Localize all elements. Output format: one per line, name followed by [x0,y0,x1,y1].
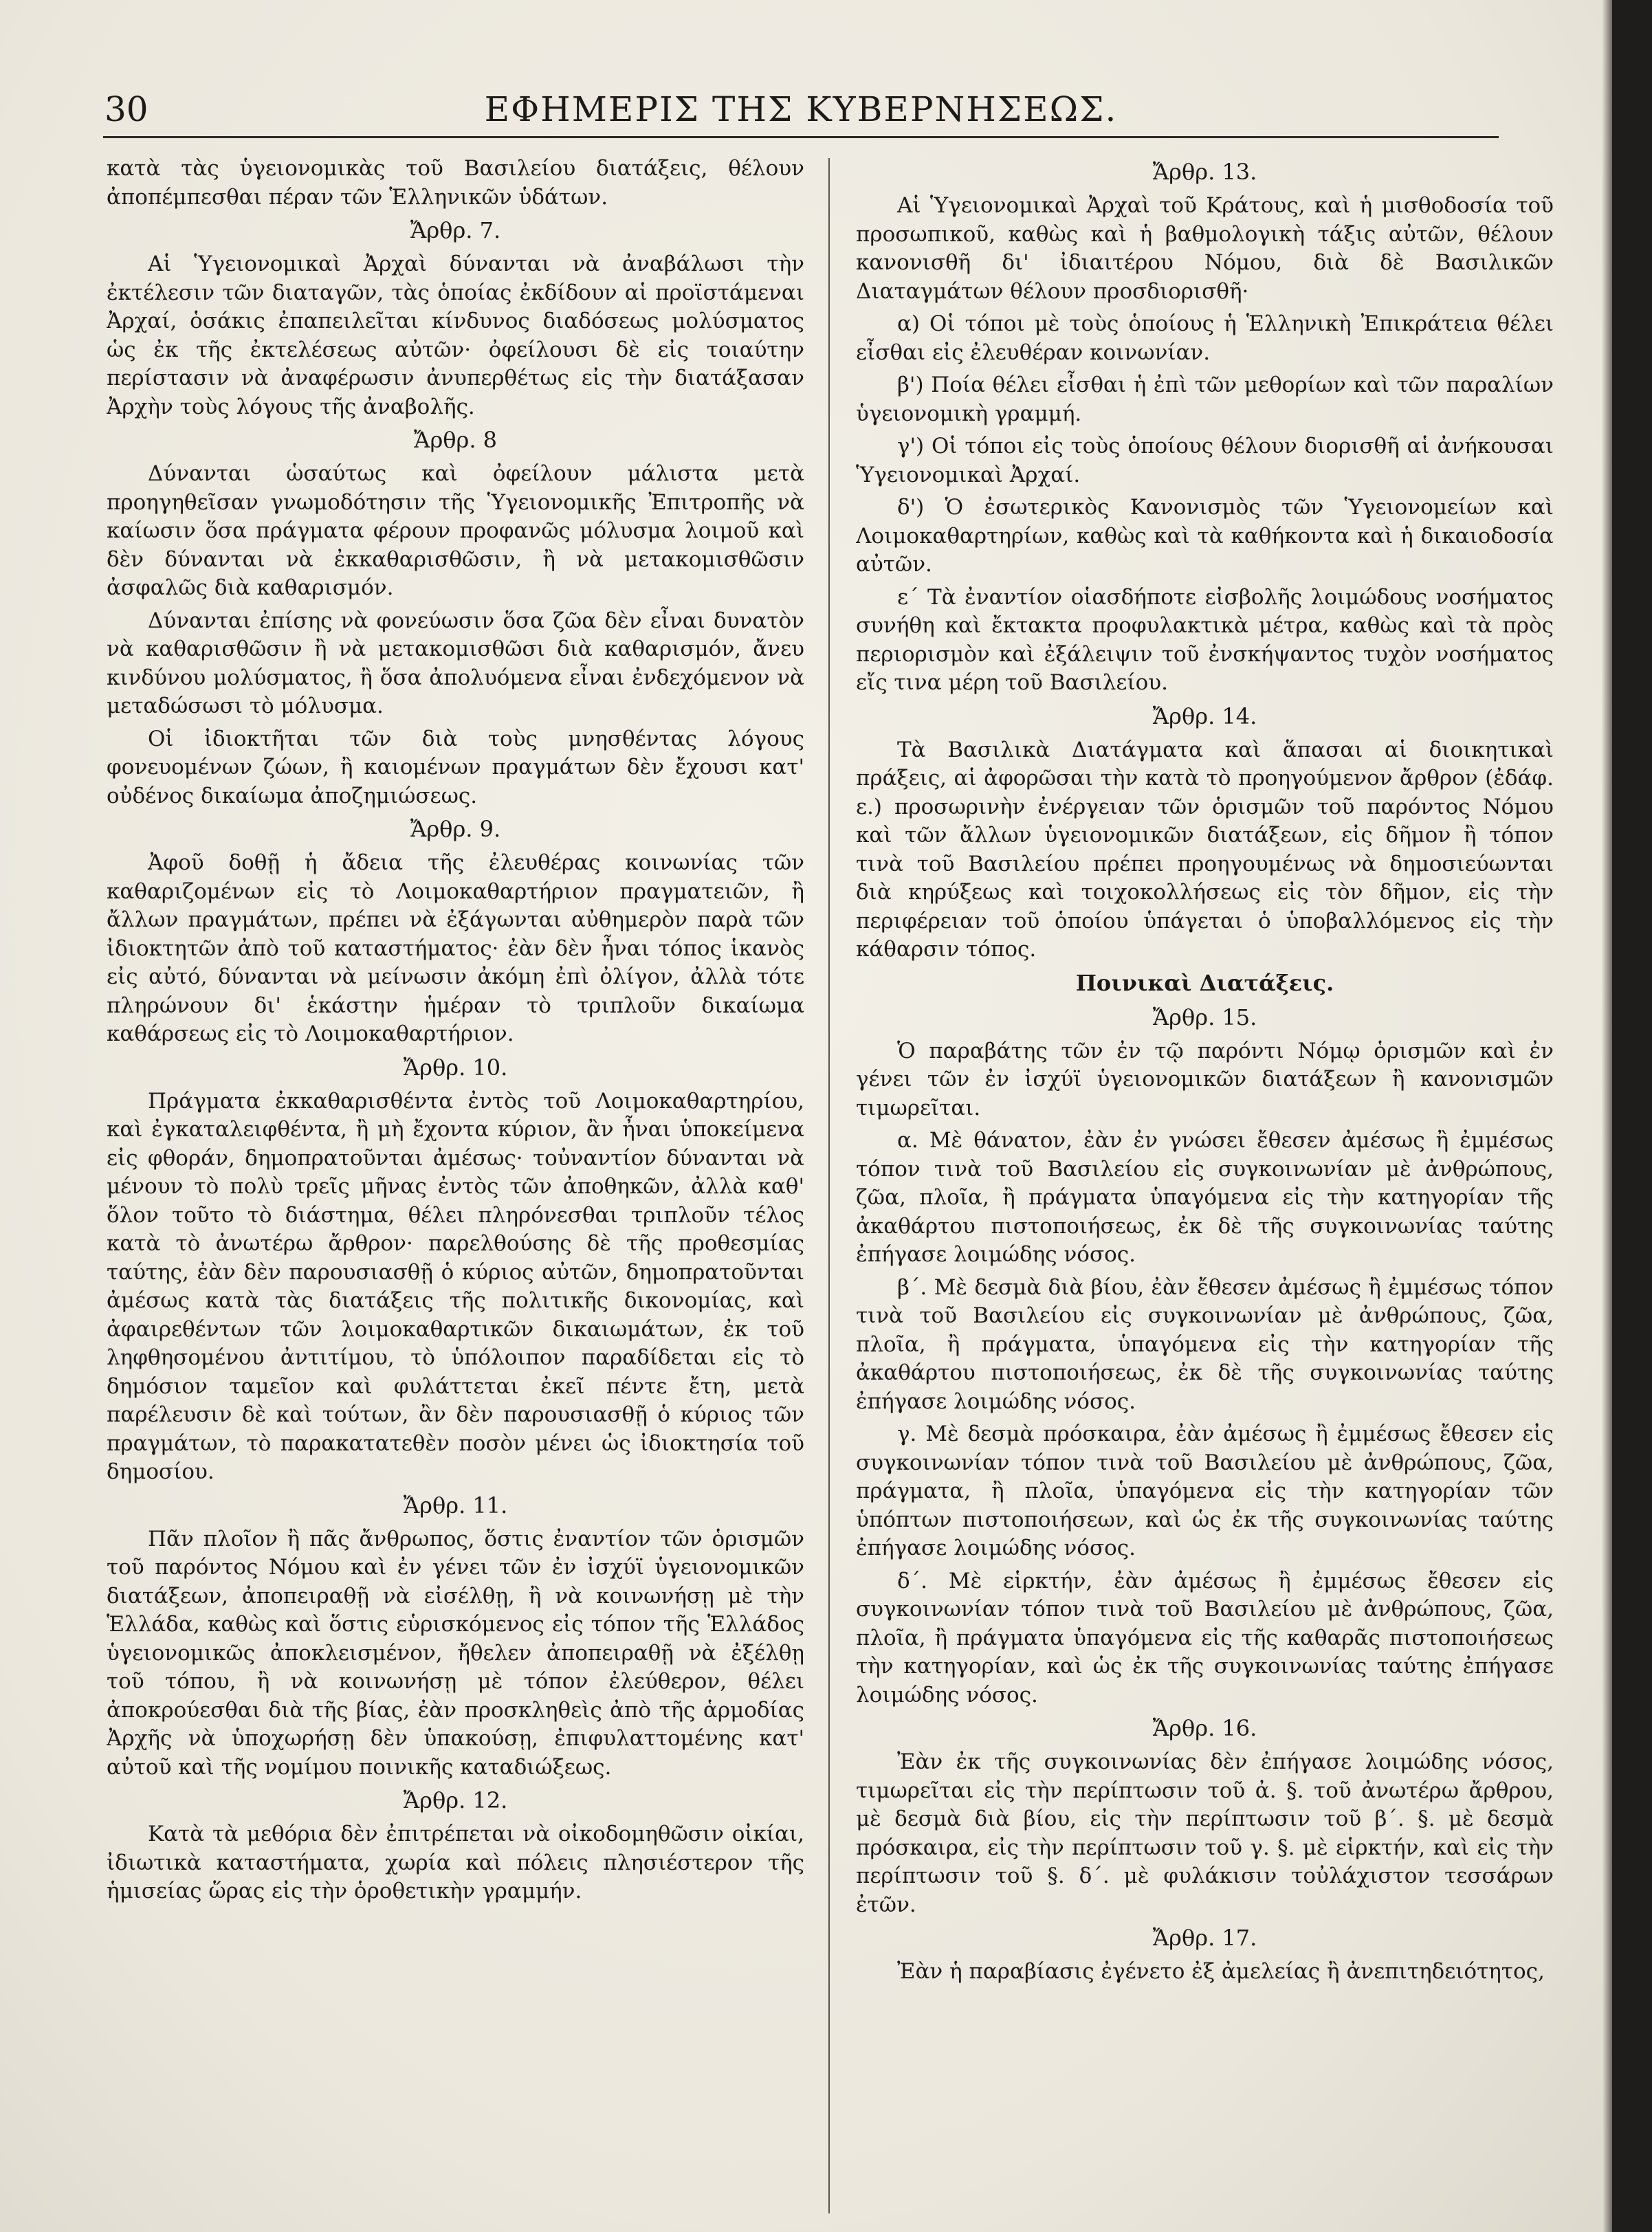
paragraph: Ἐὰν ἡ παραβίασις ἐγένετο ἐξ ἀμελείας ἢ ἀνεπιτηδειότητος, [897,1959,1545,1984]
list-item: α. Μὲ θάνατον, ἐὰν ἐν γνώσει ἔθεσεν ἀμέσως ἢ ἐμμέσως τόπον τινὰ τοῦ Βασιλείου εἰς συγκοινωνίαν μὲ ἀνθρώπους, ζῶα, πλοῖα, ἢ πράγματα ὑπαγόμενα εἰς τὴν κατηγορίαν τῆς ἀκαθάρτου πιστοποιήσεως, ἐκ δὲ τῆς συγκοινωνίας ταύτης ἐπήγασε λοιμώδης νόσος. [856,1128,1554,1267]
binding-shadow [1602,0,1612,2232]
article-heading-8: Ἄρθρ. 8 [413,427,498,453]
list-item: β΄. Μὲ δεσμὰ διὰ βίου, ἐὰν ἔθεσεν ἀμέσως ἢ ἐμμέσως τόπον τινὰ τοῦ Βασιλείου εἰς συγκοινωνίαν μὲ ἀνθρώπους, ζῶα, πλοῖα, ἢ πράγματα, ὑπαγόμενα εἰς τὴν κατηγορίαν τῆς ἀκαθάρτου πιστοποιήσεως, ἐκ δὲ τῆς συγκοινωνίας ταύτης ἐπήγασε λοιμώδης νόσος. [856,1274,1554,1414]
list-item: γ') Οἱ τόποι εἰς τοὺς ὁποίους θέλουν διορισθῆ αἱ ἀνήκουσαι Ὑγειονομικαὶ Ἀρχαί. [856,434,1554,487]
list-item: ε΄ Τὰ ἐναντίον οἱασδήποτε εἰσβολῆς λοιμώδους νοσήματος συνήθη καὶ ἔκτακτα προφυλακτικὰ μέτρα, καθὼς καὶ τὰ πρὸς περιορισμὸν καὶ ἐξάλειψιν τοῦ ἐνσκήψαντος τυχὸν νοσήματος εἴς τινα μέρη τοῦ Βασιλείου. [856,584,1554,695]
article-heading-16: Ἄρθρ. 16. [1152,1715,1257,1741]
section-heading: Ποινικαὶ Διατάξεις. [1075,969,1334,996]
article-heading-10: Ἄρθρ. 10. [403,1054,508,1081]
paragraph: Ὁ παραβάτης τῶν ἐν τῷ παρόντι Νόμῳ ὁρισμῶν καὶ ἐν γένει τῶν ἐν ἰσχύϊ ὑγειονομικῶν διατάξεων ἢ κανονισμῶν τιμωρεῖται. [856,1038,1554,1120]
paragraph: Κατὰ τὰ μεθόρια δὲν ἐπιτρέπεται νὰ οἰκοδομηθῶσιν οἰκίαι, ἰδιωτικὰ καταστήματα, χωρία καὶ πόλεις πλησιέστερον τῆς ἡμισείας ὥρας εἰς τὴν ὁροθετικὴν γραμμήν. [107,1822,804,1903]
paragraph: Ἀφοῦ δοθῇ ἡ ἄδεια τῆς ἐλευθέρας κοινωνίας τῶν καθαριζομένων εἰς τὸ Λοιμοκαθαρτήριον πραγματειῶν, ἢ ἄλλων πραγμάτων, πρέπει νὰ ἐξάγωνται αὐθημερὸν παρὰ τῶν ἰδιοκτητῶν ἀπὸ τοῦ καταστήματος· ἐὰν δὲν ἦναι τόπος ἱκανὸς εἰς αὐτό, δύνανται νὰ μείνωσιν ἀκόμη ἐπὶ ὀλίγον, ἀλλὰ τότε πληρώνουν δι' ἑκάστην ἡμέραν τὸ τριπλοῦν δικαίωμα καθάρσεως εἰς τὸ Λοιμοκαθαρτήριον. [107,850,804,1046]
article-heading-9: Ἄρθρ. 9. [410,816,501,842]
list-item: δ΄. Μὲ εἱρκτήν, ἐὰν ἀμέσως ἢ ἐμμέσως ἔθεσεν εἰς συγκοινωνίαν τόπον τινὰ τοῦ Βασιλείου μὲ ἀνθρώπους, ζῶα, πλοῖα, ἢ πράγματα ὑπαγόμενα εἰς τῆς καθαρᾶς πιστοποιήσεως τὴν κατηγορίαν, καὶ ὡς ἐκ τῆς συγκοινωνίας ταύτης ἐπήγασε λοιμώδης νόσος. [856,1568,1554,1708]
list-item: α) Οἱ τόποι μὲ τοὺς ὁποίους ἡ Ἑλληνικὴ Ἐπικράτεια θέλει εἶσθαι εἰς ἐλευθέραν κοινωνίαν. [856,311,1554,365]
paragraph: Δύνανται ὡσαύτως καὶ ὀφείλουν μάλιστα μετὰ προηγηθεῖσαν γνωμοδότησιν τῆς Ὑγειονομικῆς Ἐπιτροπῆς νὰ καίωσιν ὅσα πράγματα φέρουν προφανῶς μόλυσμα λοιμοῦ καὶ δὲν δύνανται νὰ ἐκκαθαρισθῶσιν, ἢ νὰ μετακομισθῶσιν ἀσφαλῶς διὰ καθαρισμόν. [107,461,804,600]
list-item: δ') Ὁ ἐσωτερικὸς Κανονισμὸς τῶν Ὑγειονομείων καὶ Λοιμοκαθαρτηρίων, καθὼς καὶ τὰ καθήκοντα καὶ ἡ δικαιοδοσία αὐτῶν. [856,495,1554,577]
paragraph: Δύνανται ἐπίσης νὰ φονεύωσιν ὅσα ζῶα δὲν εἶναι δυνατὸν νὰ καθαρισθῶσιν ἢ νὰ μετακομισθῶσι διὰ καθαρισμόν, ἄνευ κινδύνου μολύσματος, ἢ ὅσα ἀπολυόμενα εἶναι ἐνδεχόμενον νὰ μεταδώσωσι τὸ μόλυσμα. [107,608,804,718]
list-item: γ. Μὲ δεσμὰ πρόσκαιρα, ἐὰν ἀμέσως ἢ ἐμμέσως ἔθεσεν εἰς συγκοινωνίαν τόπον τινὰ τοῦ Βασιλείου μὲ ἀνθρώπους, ζῶα, πράγματα, ἢ πλοῖα, ὑπαγόμενα εἰς τὴν κατηγορίαν τῶν ὑπόπτων πιστοποιήσεων, καὶ ὡς ἐκ τῆς συγκοινωνίας ταύτης ἐπήγασε λοιμώδης νόσος. [856,1422,1554,1560]
paragraph: Αἱ Ὑγειονομικαὶ Ἀρχαὶ δύνανται νὰ ἀναβάλωσι τὴν ἐκτέλεσιν τῶν διαταγῶν, τὰς ὁποίας ἐκδίδουν αἱ προϊστάμεναι Ἀρχαί, ὁσάκις ἐπαπειλεῖται κίνδυνος διαδόσεως μολύσματος ὡς ἐκ τῆς ἐκτελέσεως αὐτῶν· ὀφείλουσι δὲ εἰς τοιαύτην περίστασιν νὰ ἀναφέρωσιν ἀνυπερθέτως εἰς τὴν διατάξασαν Ἀρχὴν τοὺς λόγους τῆς ἀναβολῆς. [107,252,804,419]
paragraph: Οἱ ἰδιοκτῆται τῶν διὰ τοὺς μνησθέντας λόγους φονευομένων ζώων, ἢ καιομένων πραγμάτων δὲν ἔχουσι κατ' οὐδένος δικαίωμα ἀποζημιώσεως. [107,726,804,808]
article-heading-15: Ἄρθρ. 15. [1152,1004,1257,1030]
article-heading-17: Ἄρθρ. 17. [1152,1925,1257,1951]
running-title: ΕΦΗΜΕΡΙΣ ΤΗΣ ΚΥΒΕΡΝΗΣΕΩΣ. [484,89,1118,129]
column-divider [828,158,830,2213]
paragraph: Πᾶν πλοῖον ἢ πᾶς ἄνθρωπος, ὅστις ἐναντίον τῶν ὁρισμῶν τοῦ παρόντος Νόμου καὶ ἐν γένει τῶν ἐν ἰσχύϊ ὑγειονομικῶν διατάξεων, ἀποπειραθῇ νὰ εἰσέλθῃ, ἢ νὰ κοινωνήσῃ μὲ τὴν Ἑλλάδα, καθὼς καὶ ὅστις εὑρισκόμενος εἰς τόπον τῆς Ἑλλάδος ὑγειονομικῶς ἀποκλεισμένον, ἤθελεν ἀποπειραθῇ νὰ ἐξέλθῃ τοῦ τόπου, ἢ νὰ κοινωνήσῃ μὲ τόπον ἐλεύθερον, θέλει ἀποκρούεσθαι διὰ τῆς βίας, ἐὰν προσκληθεὶς ἀπὸ τῆς ἁρμοδίας Ἀρχῆς νὰ ὑποχωρήσῃ δὲν ὑπακούσῃ, ἐπιφυλαττομένης κατ' αὐτοῦ καὶ τῆς νομίμου ποινικῆς καταδιώξεως. [107,1526,804,1780]
paragraph: Τὰ Βασιλικὰ Διατάγματα καὶ ἅπασαι αἱ διοικητικαὶ πράξεις, αἱ ἀφορῶσαι τὴν κατὰ τὸ προηγούμενον ἄρθρον (ἐδάφ. ε.) προσωρινὴν ἐνέργειαν τῶν ὁρισμῶν τοῦ παρόντος Νόμου καὶ τῶν ἄλλων ὑγειονομικῶν διατάξεων, εἰς δῆμον ἢ τόπον τινὰ τοῦ Βασιλείου πρέπει προηγουμένως νὰ δημοσιεύωνται διὰ κηρύξεως καὶ τοιχοκολλήσεως εἰς τὸν δῆμον, εἰς τὴν περιφέρειαν τοῦ ὁποίου ὑπάγεται ὁ ὑποβαλλόμενος εἰς τὴν κάθαρσιν τόπος. [856,737,1554,962]
right-column [856,155,1554,2210]
paragraph: Πράγματα ἐκκαθαρισθέντα ἐντὸς τοῦ Λοιμοκαθαρτηρίου, καὶ ἐγκαταλειφθέντα, ἢ μὴ ἔχοντα κύριον, ἂν ἦναι ὑποκείμενα εἰς φθοράν, δημοπρατοῦνται ἀμέσως· τοὐναντίον δύνανται νὰ μένουν τὸ πολὺ τρεῖς μῆνας ἐντὸς τῶν ἀποθηκῶν, ἀλλὰ καθ' ὅλον τοῦτο τὸ διάστημα, θέλει πληρόνεσθαι τριπλοῦν τέλος κατὰ τὸ ἀνωτέρω ἄρθρον· παρελθούσης δὲ τῆς προθεσμίας ταύτης, ἐὰν δὲν παρουσιασθῇ ὁ κύριος αὐτῶν, δημοπρατοῦνται ἀμέσως κατὰ τὰς διατάξεις τῆς πολιτικῆς δικονομίας, καὶ ἀφαιρεθέντων τῶν λοιμοκαθαρτικῶν δικαιωμάτων, ἐκ τοῦ ληφθησομένου ἀντιτίμου, τὸ ὑπόλοιπον παραδίδεται εἰς τὸ δημόσιον ταμεῖον καὶ φυλάττεται ἐκεῖ πέντε ἔτη, μετὰ παρέλευσιν δὲ καὶ τούτων, ἂν δὲν παρουσιασθῇ ὁ κύριος τῶν πραγμάτων, τὸ παρακατατεθὲν ποσὸν μένει ὡς ἰδιοκτησία τοῦ δημοσίου. [107,1088,804,1484]
paragraph: Ἐὰν ἐκ τῆς συγκοινωνίας δὲν ἐπήγασε λοιμώδης νόσος, τιμωρεῖται εἰς τὴν περίπτωσιν τοῦ ἀ. §. τοῦ ἀνωτέρω ἄρθρου, μὲ δεσμὰ διὰ βίου, εἰς τὴν περίπτωσιν τοῦ β΄. §. μὲ δεσμὰ πρόσκαιρα, εἰς τὴν περίπτωσιν τοῦ γ. §. μὲ εἱρκτήν, καὶ εἰς τὴν περίπτωσιν τοῦ §. δ΄. μὲ φυλάκισιν τοὐλάχιστον τεσσάρων ἐτῶν. [856,1749,1554,1917]
article-heading-7: Ἄρθρ. 7. [410,217,501,243]
left-column [107,155,804,2210]
paragraph: Αἱ Ὑγειονομικαὶ Ἀρχαὶ τοῦ Κράτους, καὶ ἡ μισθοδοσία τοῦ προσωπικοῦ, καθὼς καὶ ἡ βαθμολογικὴ τάξις αὐτῶν, θέλουν κανονισθῆ δι' ἰδιαιτέρου Νόμου, διὰ δὲ Βασιλικῶν Διαταγμάτων θέλουν προσδιορισθῆ· [856,193,1554,304]
list-item: β') Ποία θέλει εἶσθαι ἡ ἐπὶ τῶν μεθορίων καὶ τῶν παραλίων ὑγειονομικὴ γραμμή. [856,373,1554,426]
adjacent-page-edge [1612,0,1652,2232]
page-number: 30 [104,89,148,129]
article-heading-12: Ἄρθρ. 12. [403,1787,508,1813]
page-header [103,81,1499,138]
article-heading-14: Ἄρθρ. 14. [1152,703,1257,729]
article-heading-11: Ἄρθρ. 11. [403,1492,508,1518]
paragraph: κατὰ τὰς ὑγειονομικὰς τοῦ Βασιλείου διατάξεις, θέλουν ἀποπέμπεσθαι πέραν τῶν Ἑλληνικῶν ὑδάτων. [107,156,804,210]
article-heading-13: Ἄρθρ. 13. [1152,159,1257,185]
